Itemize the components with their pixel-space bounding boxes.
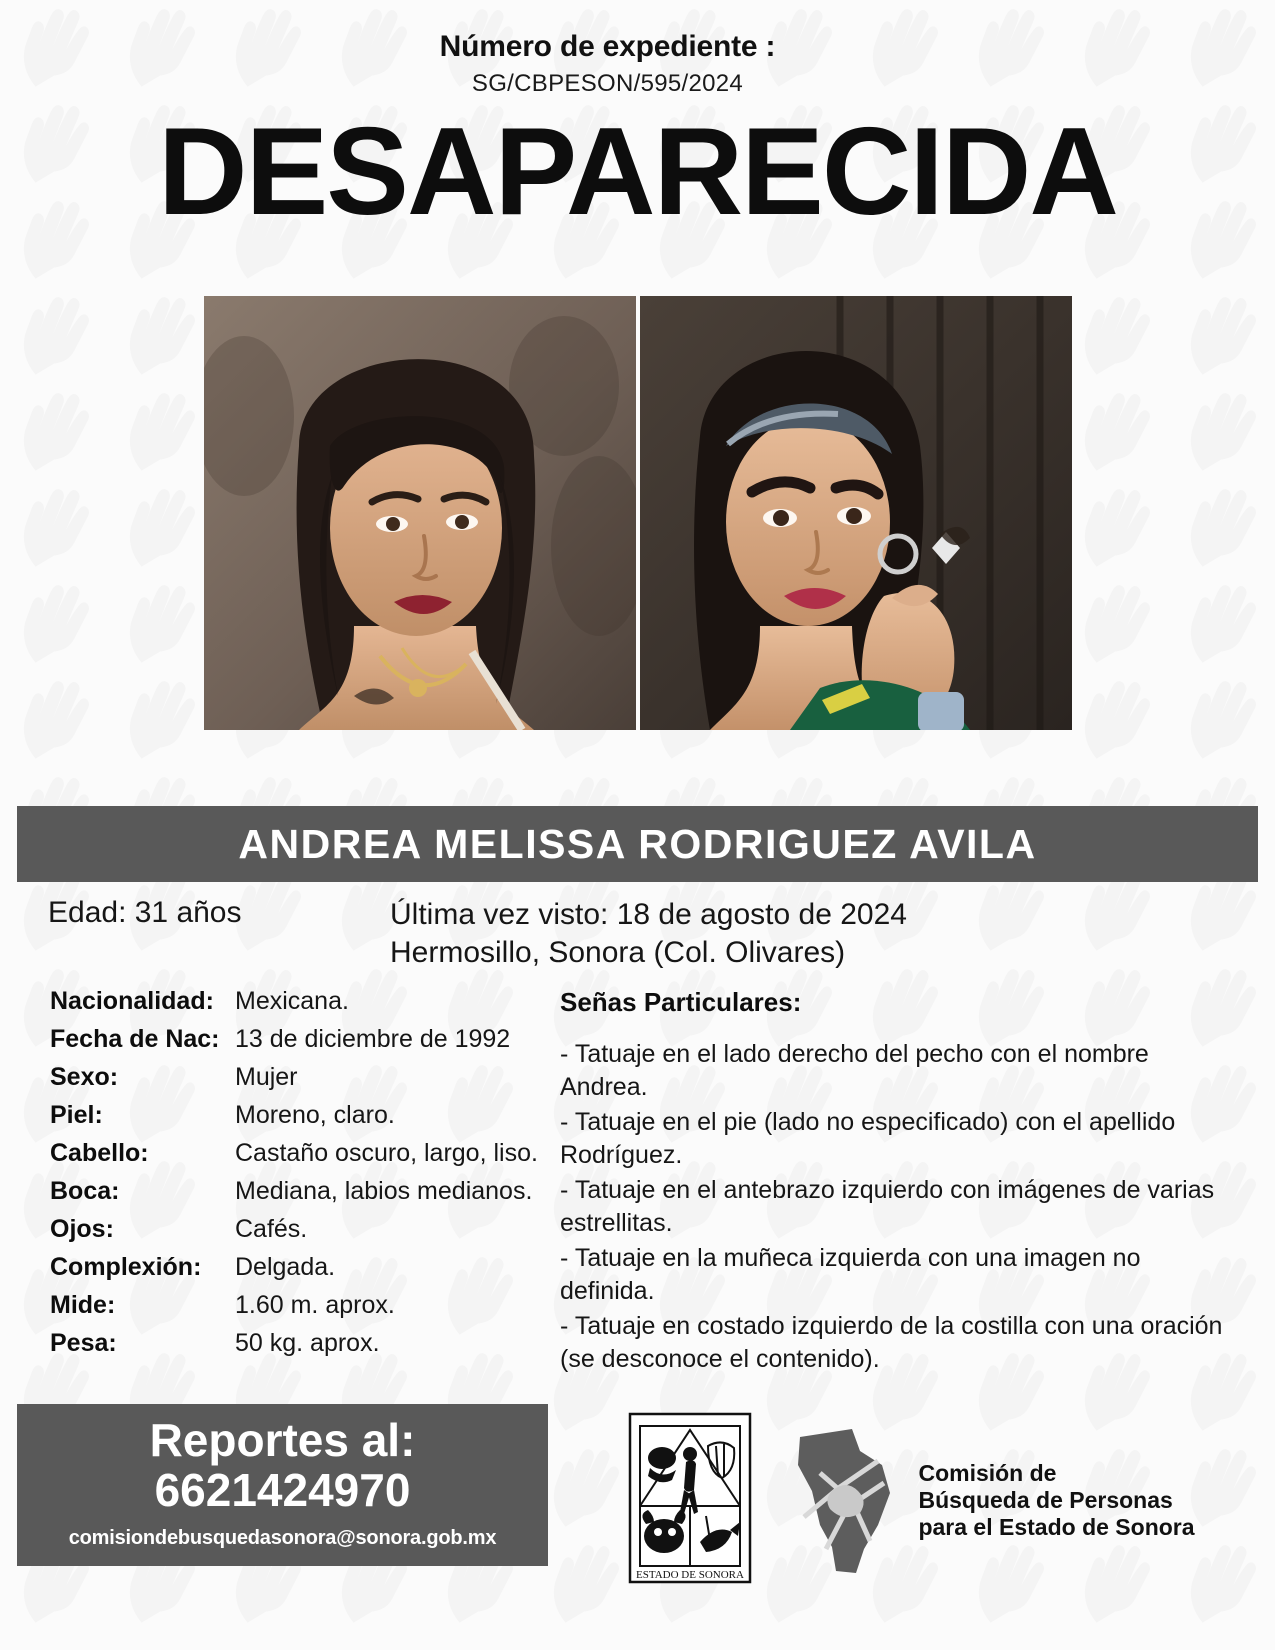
logo-group bbox=[548, 1404, 1275, 1589]
detail-row bbox=[50, 1215, 560, 1244]
agency-line-3: para el Estado de Sonora bbox=[918, 1514, 1195, 1541]
detail-value: Mexicana. bbox=[235, 987, 349, 1015]
mark-item: - Tatuaje en la muñeca izquierda con una imagen no definida. bbox=[560, 1244, 1141, 1305]
photo-portrait-right bbox=[640, 296, 1072, 730]
last-seen-block bbox=[390, 896, 907, 971]
agency-line-2: Búsqueda de Personas bbox=[918, 1486, 1173, 1513]
detail-row bbox=[50, 1291, 560, 1320]
marks-title: Señas Particulares: bbox=[560, 987, 802, 1017]
sonora-map-icon bbox=[786, 1421, 906, 1581]
person-name-banner bbox=[17, 806, 1258, 882]
detail-value: 1.60 m. aprox. bbox=[235, 1291, 395, 1319]
detail-row bbox=[50, 1063, 560, 1092]
detail-value: Mujer bbox=[235, 1063, 298, 1091]
distinguishing-marks bbox=[560, 987, 1275, 1378]
reports-label: Reportes al: bbox=[149, 1414, 416, 1466]
comision-busqueda-logo bbox=[786, 1421, 1194, 1581]
email-address[interactable]: comisiondebusquedasonora@sonora.gob.mx bbox=[68, 1527, 497, 1550]
sonora-state-crest-logo bbox=[628, 1412, 752, 1589]
physical-description-table bbox=[0, 987, 560, 1378]
detail-row bbox=[50, 1253, 560, 1282]
detail-value: Castaño oscuro, largo, liso. bbox=[235, 1139, 538, 1167]
file-number-label: Número de expediente : bbox=[439, 30, 776, 63]
page-title: DESAPARECIDA bbox=[158, 103, 1117, 241]
detail-label: Nacionalidad: bbox=[50, 987, 214, 1015]
crest-caption: ESTADO DE SONORA bbox=[636, 1569, 745, 1581]
detail-label: Ojos: bbox=[50, 1215, 114, 1243]
detail-row bbox=[50, 1101, 560, 1130]
detail-label: Boca: bbox=[50, 1177, 120, 1205]
agency-line-1: Comisión de bbox=[918, 1459, 1057, 1486]
mark-item: - Tatuaje en el antebrazo izquierdo con imágenes de varias estrellitas. bbox=[560, 1176, 1215, 1237]
detail-label: Piel: bbox=[50, 1101, 103, 1129]
detail-label: Pesa: bbox=[50, 1329, 117, 1357]
detail-label: Cabello: bbox=[50, 1139, 149, 1167]
details-section bbox=[0, 987, 1275, 1378]
summary-row bbox=[0, 882, 1275, 971]
agency-name bbox=[918, 1460, 1194, 1541]
detail-row bbox=[50, 1329, 560, 1358]
detail-value: Cafés. bbox=[235, 1215, 308, 1243]
detail-label: Complexión: bbox=[50, 1253, 202, 1281]
detail-value: Mediana, labios medianos. bbox=[235, 1177, 533, 1205]
detail-value: 13 de diciembre de 1992 bbox=[235, 1025, 511, 1053]
detail-value: 50 kg. aprox. bbox=[235, 1329, 380, 1357]
detail-row bbox=[50, 987, 560, 1016]
person-name: ANDREA MELISSA RODRIGUEZ AVILA bbox=[238, 820, 1037, 867]
detail-value: Moreno, claro. bbox=[235, 1101, 395, 1129]
last-seen-date: Última vez visto: 18 de agosto de 2024 bbox=[390, 898, 907, 931]
detail-label: Sexo: bbox=[50, 1063, 119, 1091]
mark-item: - Tatuaje en costado izquierdo de la costilla con una oración (se desconoce el contenido). bbox=[560, 1312, 1223, 1373]
mark-item: - Tatuaje en el pie (lado no especificado) con el apellido Rodríguez. bbox=[560, 1108, 1176, 1169]
photo-portrait-left bbox=[204, 296, 636, 730]
detail-label: Fecha de Nac: bbox=[50, 1025, 220, 1053]
file-number-block bbox=[0, 0, 1275, 98]
phone-number[interactable]: 6621424970 bbox=[154, 1464, 411, 1517]
last-seen-place: Hermosillo, Sonora (Col. Olivares) bbox=[390, 935, 846, 969]
age-text: Edad: 31 años bbox=[48, 896, 242, 929]
mark-item: - Tatuaje en el lado derecho del pecho con el nombre Andrea. bbox=[560, 1040, 1149, 1101]
detail-row bbox=[50, 1025, 560, 1054]
contact-block bbox=[17, 1404, 548, 1566]
detail-value: Delgada. bbox=[235, 1253, 336, 1281]
file-number-value: SG/CBPESON/595/2024 bbox=[471, 70, 744, 97]
detail-label: Mide: bbox=[50, 1291, 116, 1319]
footer bbox=[0, 1404, 1275, 1589]
photo-gallery bbox=[0, 296, 1275, 730]
detail-row bbox=[50, 1139, 560, 1168]
detail-row bbox=[50, 1177, 560, 1206]
